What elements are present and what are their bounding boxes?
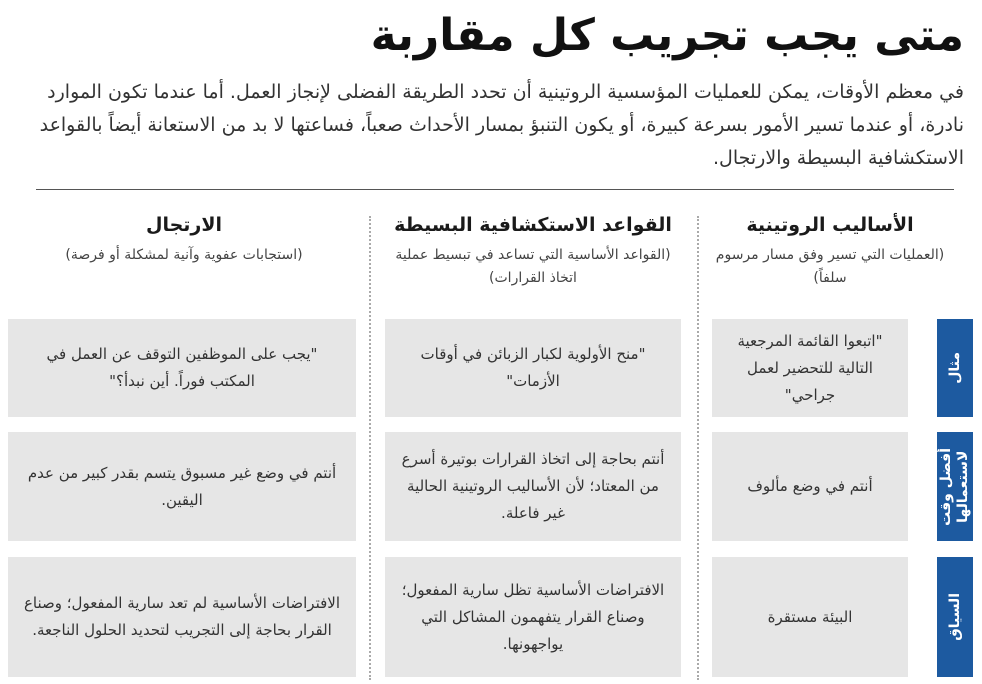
cell-example-improvisation: "يجب على الموظفين التوقف عن العمل في المكتب فوراً. أين نبدأ؟" xyxy=(8,319,356,417)
row-label-text: أفضل وقت لاستعمالها xyxy=(938,447,971,526)
intro-paragraph: في معظم الأوقات، يمكن للعمليات المؤسسية الروتينية أن تحدد الطريقة الفضلى لإنجاز العمل. أما عندما تكون الموارد نادرة، أو عندما تسير الأمور بسرعة كبيرة، أو يكون التنبؤ بمسار الأحداث صعباً، فساعتها لا بد من الاستعانة أيضاً بالقواعد الاستكشافية البسيطة والارتجال. xyxy=(39,81,964,169)
cell-best-time-routines: أنتم في وضع مألوف xyxy=(712,432,908,541)
column-header-routines xyxy=(712,210,948,290)
column-divider xyxy=(697,216,699,680)
column-header-improvisation xyxy=(14,210,354,267)
page-title: متى يجب تجريب كل مقاربة xyxy=(370,10,964,61)
column-subtitle: (استجابات عفوية وآنية لمشكلة أو فرصة) xyxy=(65,247,303,263)
cell-best-time-improvisation: أنتم في وضع غير مسبوق يتسم بقدر كبير من عدم اليقين. xyxy=(8,432,356,541)
row-label-text: السياق xyxy=(946,593,963,641)
row-label-text: مثال xyxy=(946,352,963,384)
column-subtitle: (العمليات التي تسير وفق مسار مرسوم سلفاً) xyxy=(715,247,945,286)
row-label-example xyxy=(937,319,973,417)
column-title: الارتجال xyxy=(145,214,223,236)
column-header-simple-rules xyxy=(385,210,681,290)
header-divider xyxy=(36,189,954,190)
column-divider xyxy=(369,216,371,680)
cell-context-improvisation: الافتراضات الأساسية لم تعد سارية المفعول؛ وصناع القرار بحاجة إلى التجريب لتحديد الحلول الناجعة. xyxy=(8,557,356,677)
column-title: القواعد الاستكشافية البسيطة xyxy=(394,214,672,236)
row-label-best-time xyxy=(937,432,973,541)
cell-best-time-simple-rules: أنتم بحاجة إلى اتخاذ القرارات بوتيرة أسرع من المعتاد؛ لأن الأساليب الروتينية الحالية غير فاعلة. xyxy=(385,432,681,541)
column-subtitle: (القواعد الأساسية التي تساعد في تبسيط عملية اتخاذ القرارات) xyxy=(395,247,671,286)
row-label-context xyxy=(937,557,973,677)
cell-context-routines: البيئة مستقرة xyxy=(712,557,908,677)
column-title: الأساليب الروتينية xyxy=(746,214,914,236)
cell-example-simple-rules: "منح الأولوية لكبار الزبائن في أوقات الأزمات" xyxy=(385,319,681,417)
cell-example-routines: "اتبعوا القائمة المرجعية التالية للتحضير لعمل جراحي" xyxy=(712,319,908,417)
cell-context-simple-rules: الافتراضات الأساسية تظل سارية المفعول؛ وصناع القرار يتفهمون المشاكل التي يواجهونها. xyxy=(385,557,681,677)
